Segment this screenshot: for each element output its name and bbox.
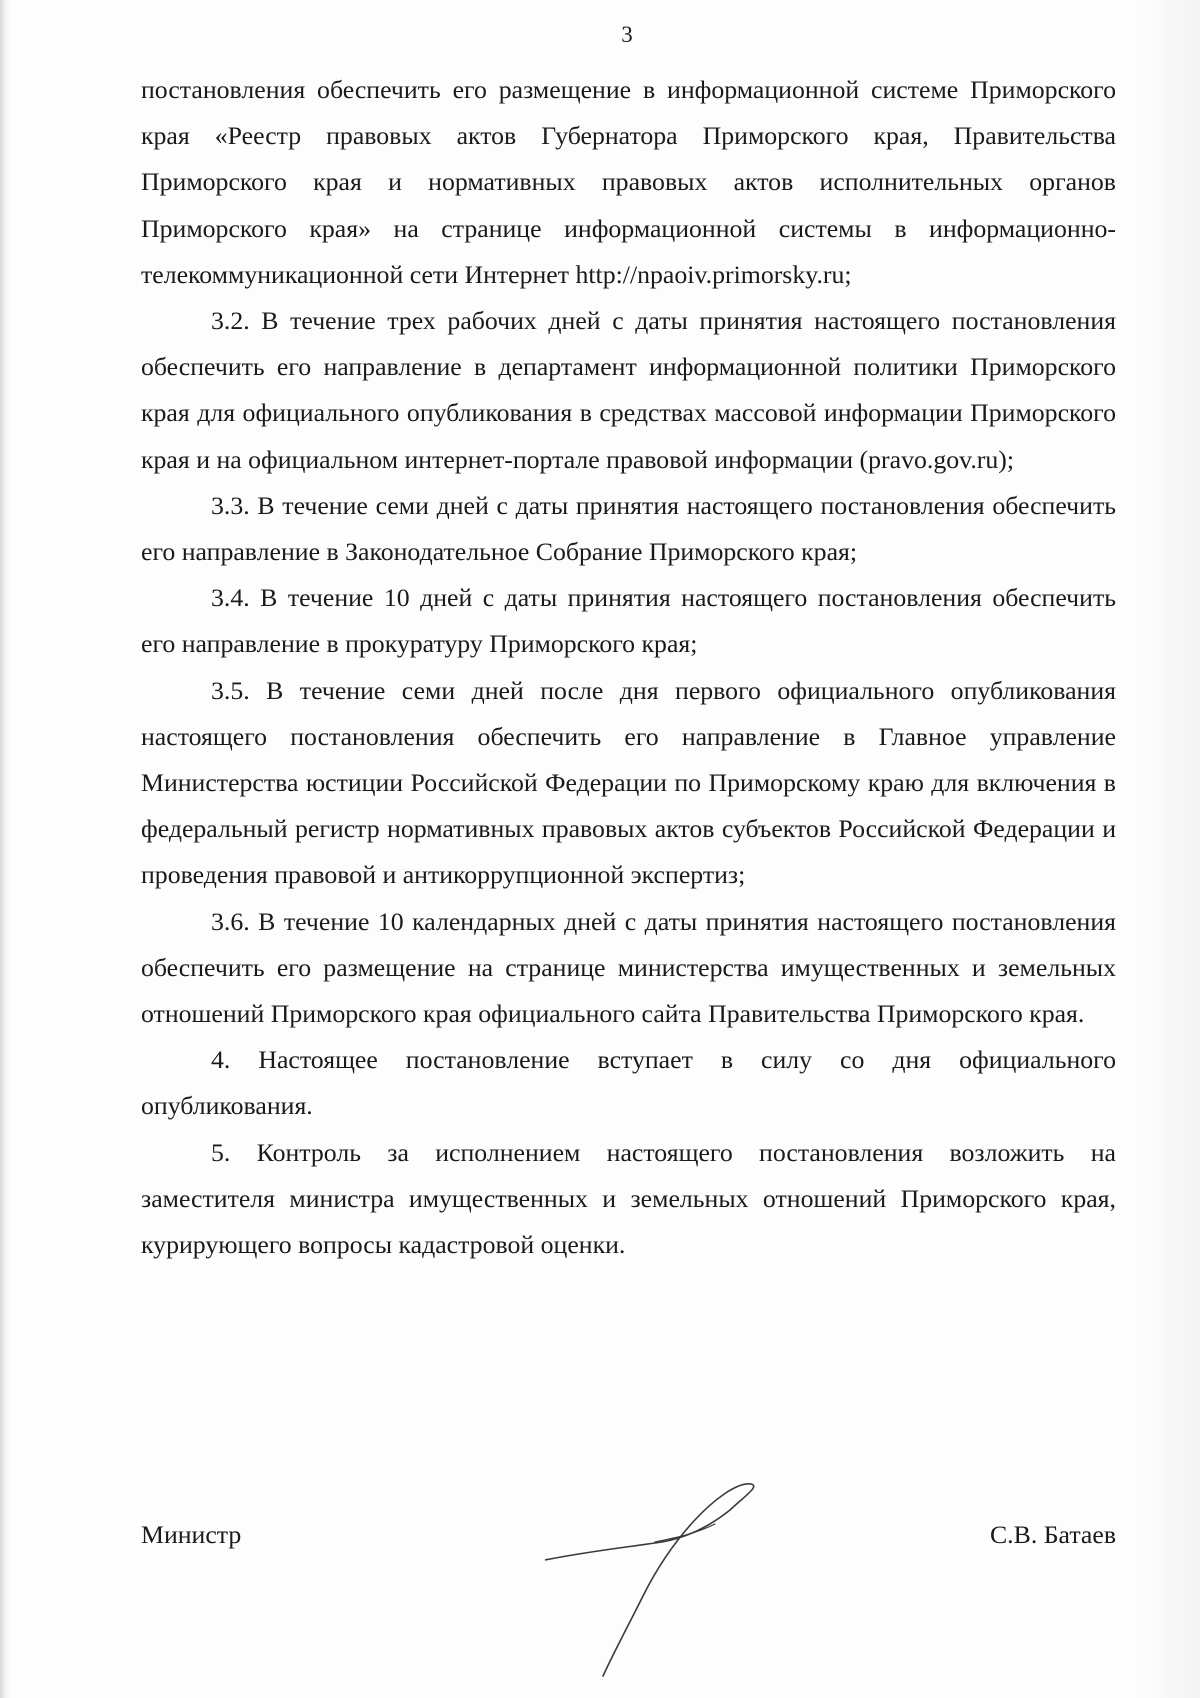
signatory-name: С.В. Батаев xyxy=(989,1520,1116,1549)
paragraph: 4. Настоящее постановление вступает в силу со дня официального опубликования. xyxy=(141,1045,1116,1121)
paragraph: 3.5. В течение семи дней после дня первого официального опубликования настоящего постановления обеспечить его направление в Главное управление Министерства юстиции Российской Федерации по Приморскому краю для включения в федеральный регистр нормативных правовых актов субъектов Российской Федерации и проведения правовой и антикоррупционной экспертиз; xyxy=(141,675,1116,890)
document-body xyxy=(141,67,1116,1268)
paragraph: 3.3. В течение семи дней с даты принятия настоящего постановления обеспечить его направление в Законодательное Собрание Приморского края; xyxy=(141,490,1116,567)
paragraph: 3.4. В течение 10 дней с даты принятия настоящего постановления обеспечить его направление в прокуратуру Приморского края; xyxy=(141,583,1116,659)
scan-edge xyxy=(1140,0,1200,1698)
paragraph: 3.6. В течение 10 календарных дней с даты принятия настоящего постановления обеспечить его размещение на странице министерства имущественных и земельных отношений Приморского края официального сайта Правительства Приморского края. xyxy=(141,906,1116,1029)
paragraph: 5. Контроль за исполнением настоящего постановления возложить на заместителя министра имущественных и земельных отношений Приморского края, курирующего вопросы кадастровой оценки. xyxy=(141,1137,1116,1260)
handwritten-signature xyxy=(545,1478,775,1678)
signatory-title: Министр xyxy=(141,1520,242,1549)
page-number: 3 xyxy=(621,22,633,47)
scan-edge xyxy=(0,0,10,1698)
paragraph: постановления обеспечить его размещение в информационной системе Приморского края «Реестр правовых актов Губернатора Приморского края, Правительства Приморского края и нормативных правовых актов исполнительных органов Приморского края» на странице информационной системы в информационно-телекоммуникационной сети Интернет http://npaoiv.primorsky.ru; xyxy=(141,75,1116,289)
paragraph: 3.2. В течение трех рабочих дней с даты принятия настоящего постановления обеспечить его направление в департамент информационной политики Приморского края для официального опубликования в средствах массовой информации Приморского края и на официальном интернет-портале правовой информации (pravo.gov.ru); xyxy=(141,306,1116,474)
